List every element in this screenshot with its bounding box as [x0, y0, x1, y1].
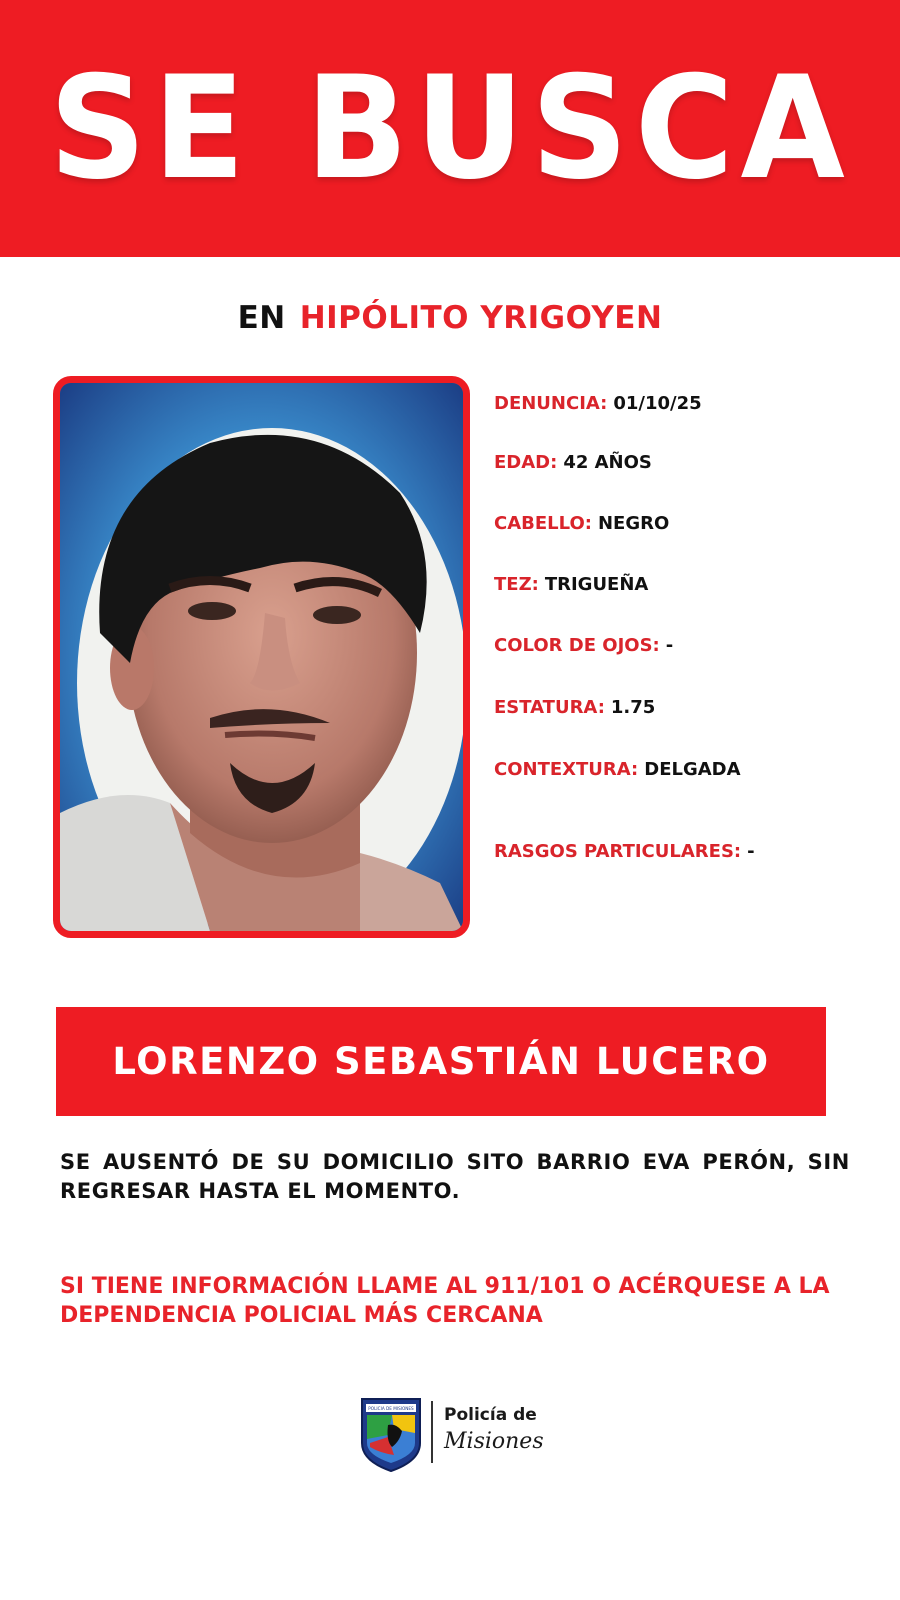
police-logo [358, 1395, 558, 1475]
detail-label: RASGOS PARTICULARES: [494, 841, 742, 862]
detail-label: CONTEXTURA: [494, 759, 639, 780]
detail-value: TRIGUEÑA [544, 574, 649, 595]
logo-line2: Misiones [444, 1429, 544, 1454]
detail-label: ESTATURA: [494, 697, 605, 718]
portrait-image [60, 383, 463, 931]
detail-rasgos [494, 841, 755, 862]
detail-value: NEGRO [597, 513, 670, 534]
shield-icon [358, 1395, 424, 1473]
detail-contextura [494, 759, 741, 780]
detail-value: DELGADA [644, 759, 741, 780]
logo-divider [431, 1401, 433, 1463]
detail-label: DENUNCIA: [494, 393, 608, 414]
location-line [0, 300, 900, 336]
detail-tez [494, 574, 648, 595]
shield-text: POLICIA DE MISIONES [368, 1406, 414, 1411]
location-place: HIPÓLITO YRIGOYEN [299, 300, 663, 336]
name-banner [56, 1007, 826, 1116]
page-title: SE BUSCA [48, 45, 852, 211]
detail-value: 42 AÑOS [563, 452, 652, 473]
detail-edad [494, 452, 652, 473]
detail-label: EDAD: [494, 452, 558, 473]
description-text: SE AUSENTÓ DE SU DOMICILIO SITO BARRIO EVA PERÓN, SIN REGRESAR HASTA EL MOMENTO. [60, 1150, 850, 1203]
person-name: LORENZO SEBASTIÁN LUCERO [112, 1040, 770, 1083]
detail-color-ojos [494, 635, 673, 656]
contact-text: SI TIENE INFORMACIÓN LLAME AL 911/101 O ACÉRQUESE A LA DEPENDENCIA POLICIAL MÁS CERCANA [60, 1274, 830, 1328]
detail-label: COLOR DE OJOS: [494, 635, 660, 656]
header-banner [0, 0, 900, 257]
detail-value: - [665, 635, 674, 656]
detail-label: TEZ: [494, 574, 539, 595]
detail-value: 1.75 [610, 697, 656, 718]
detail-estatura [494, 697, 655, 718]
detail-label: CABELLO: [494, 513, 592, 534]
detail-cabello [494, 513, 669, 534]
detail-value: 01/10/25 [613, 393, 702, 414]
location-prefix: EN [237, 300, 286, 336]
detail-value: - [747, 841, 755, 862]
logo-line1: Policía de [444, 1405, 537, 1425]
person-photo [53, 376, 470, 938]
detail-denuncia [494, 393, 702, 414]
